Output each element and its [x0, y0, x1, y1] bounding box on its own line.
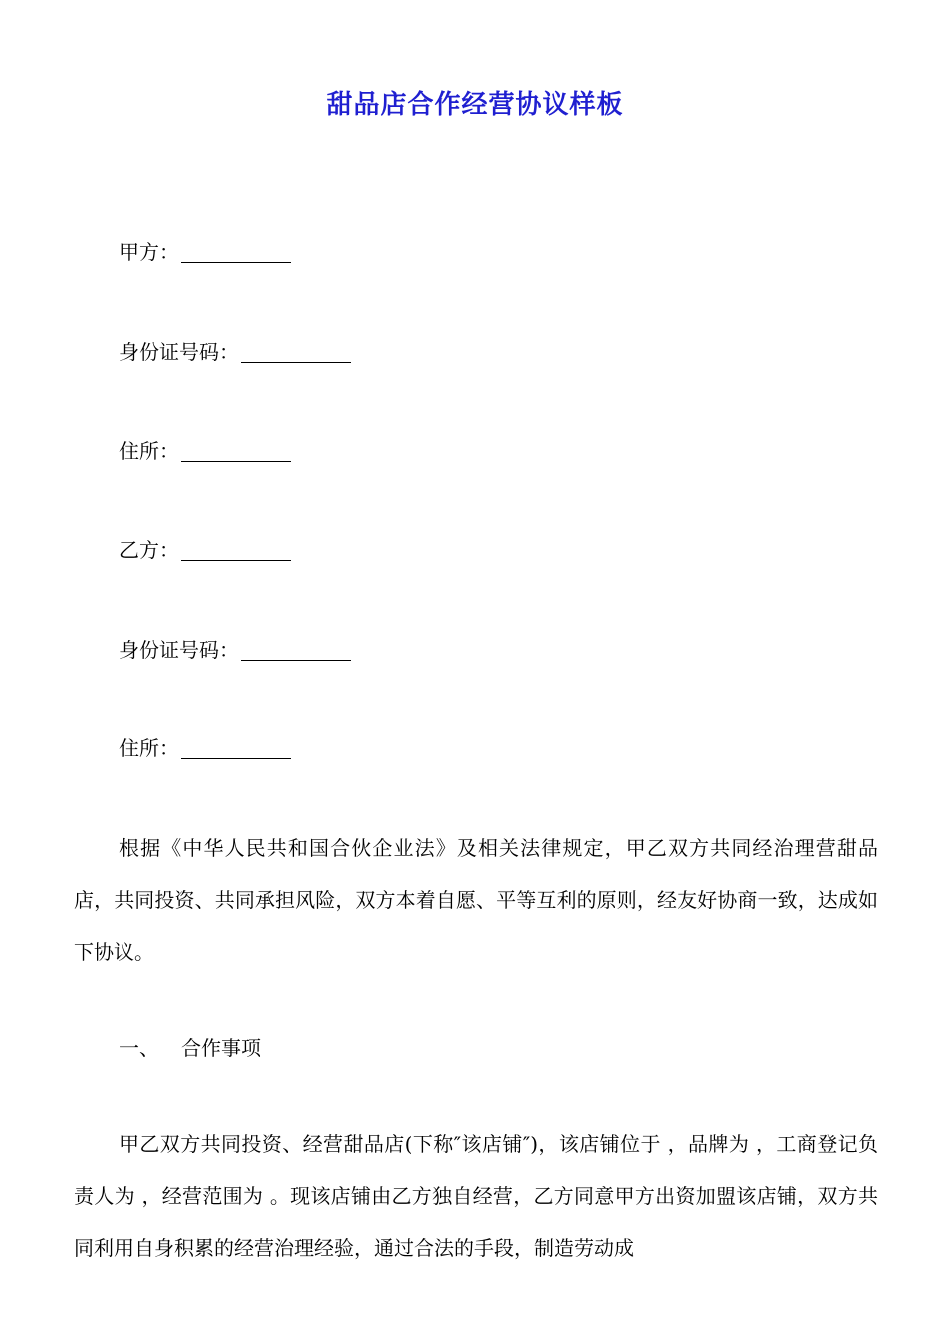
party-a-blank — [181, 242, 291, 263]
section-1-number: 一、 — [119, 1036, 159, 1060]
intro-paragraph: 根据《中华人民共和国合伙企业法》及相关法律规定，甲乙双方共同经治理营甜品店，共同投资、共同承担风险，双方本着自愿、平等互利的原则，经友好协商一致，达成如下协议。 — [74, 836, 878, 964]
section-1-paragraph: 甲乙双方共同投资、经营甜品店(下称″该店铺″)，该店铺位于 ，品牌为 ，工商登记负责人为 ，经营范围为 。现该店铺由乙方独自经营，乙方同意甲方出资加盟该店铺，双方共同利用自身积累的经营治理经验，通过合法的手段，制造劳动成 — [74, 1132, 878, 1260]
section-1-heading — [119, 1034, 261, 1062]
section-1-title: 合作事项 — [181, 1036, 261, 1060]
party-b-address-field — [119, 734, 291, 762]
party-a-address-blank — [181, 441, 291, 462]
party-a-label: 甲方： — [119, 240, 179, 264]
party-b-field — [119, 536, 291, 564]
party-b-label: 乙方： — [119, 538, 179, 562]
party-b-id-label: 身份证号码： — [119, 638, 239, 662]
party-a-id-blank — [241, 342, 351, 363]
party-b-address-label: 住所： — [119, 736, 179, 760]
party-b-address-blank — [181, 738, 291, 759]
party-b-id-blank — [241, 640, 351, 661]
party-a-address-field — [119, 437, 291, 465]
document-title: 甜品店合作经营协议样板 — [326, 90, 624, 120]
party-a-field — [119, 238, 291, 266]
party-a-id-label: 身份证号码： — [119, 340, 239, 364]
party-a-address-label: 住所： — [119, 439, 179, 463]
party-b-blank — [181, 540, 291, 561]
party-b-id-field — [119, 636, 351, 664]
party-a-id-field — [119, 338, 351, 366]
